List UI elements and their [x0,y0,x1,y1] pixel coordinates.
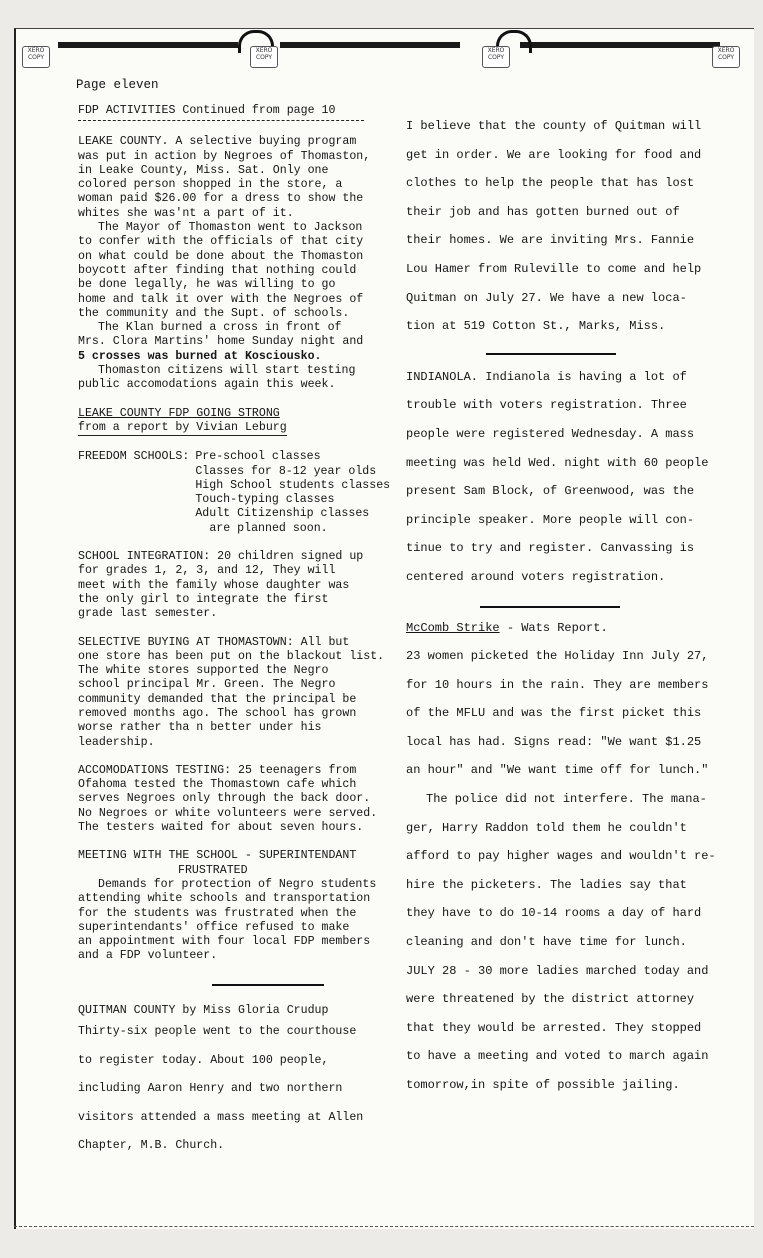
text-line: JULY 28 - 30 more ladies marched today and [406,963,709,978]
leake-strong-source: from a report by Vivian Leburg [78,421,287,436]
list-item: Adult Citizenship classes [195,507,370,521]
text-line: was put in action by Negroes of Thomaston, [78,149,371,163]
section-heading: FDP ACTIVITIES Continued from page 10 [78,104,336,117]
list-item: are planned soon. [209,521,328,535]
text-line: they have to do 10-14 rooms a day of hard [406,906,702,921]
text-line: The police did not interfere. The mana- [426,792,707,807]
text-line: Mrs. Clora Martins' home Sunday night and [78,335,364,349]
text-line: trouble with voters registration. Three [406,398,687,413]
text-line: local has had. Signs read: "We want $1.25 [406,734,702,749]
text-line: Ofahoma tested the Thomastown cafe which [78,778,357,792]
text-line: The testers waited for about seven hours. [78,821,364,835]
text-line: Chapter, M.B. Church. [78,1139,225,1153]
list-item: Pre-school classes [195,450,321,464]
text-line: meet with the family whose daughter was [78,578,350,592]
text-line: visitors attended a mass meeting at Allen [78,1110,364,1124]
text-line: meeting was held Wed. night with 60 people [406,455,709,470]
meeting-paragraph [78,878,396,964]
text-line: principle speaker. More people will con- [406,512,695,527]
mccomb-title: McComb Strike [406,620,500,635]
text-line: No Negroes or white volunteers were served. [78,806,378,820]
text-line: The Klan burned a cross in front of [98,321,342,335]
text-line: school principal Mr. Green. The Negro [78,678,336,692]
text-line: to confer with the officials of that city [78,235,364,249]
text-line: clothes to help the people that has lost [406,176,695,191]
list-item: High School students classes [195,478,391,492]
text-line: their homes. We are inviting Mrs. Fannie [406,233,695,248]
quitman-title: QUITMAN COUNTY by Miss Gloria Crudup [78,1003,329,1017]
text-line: I believe that the county of Quitman will [406,119,702,133]
binder-bar-mid [280,42,460,48]
text-line: on what could be done about the Thomaston [78,249,364,263]
mccomb-paragraph [406,642,722,1100]
text-line: tion at 519 Cotton St., Marks, Miss. [406,319,666,334]
testing-paragraph [78,364,396,393]
text-line: including Aaron Henry and two northern [78,1082,343,1096]
text-line: The white stores supported the Negro [78,664,329,678]
text-line: SELECTIVE BUYING AT THOMASTOWN: All but [78,635,350,649]
left-column [78,104,396,1161]
quitman-continued [406,112,722,341]
text-line: 5 crosses was burned at Kosciousko. [78,349,322,363]
text-line: of the MFLU and was the first picket this [406,706,702,721]
text-line: the community and the Supt. of schools. [78,306,350,320]
text-line: to have a meeting and voted to march again [406,1049,709,1064]
text-line: hire the picketers. The ladies say that [406,877,687,892]
xerox-stamp-4: XERO COPY [712,46,740,68]
page-bottom-edge [14,1226,754,1227]
text-line: in Leake County, Miss. Sat. Only one [78,163,329,177]
buying-paragraph [78,636,396,750]
text-line: home and talk it over with the Negroes of [78,292,364,306]
freedom-schools-list [195,450,390,536]
text-line: Thirty-six people went to the courthouse [78,1025,357,1039]
text-line: public accomodations again this week. [78,378,336,392]
text-line: an hour" and "We want time off for lunch." [406,763,709,778]
text-line: whites she was'nt a part of it. [78,206,294,220]
mayor-paragraph [78,221,396,321]
text-line: ger, Harry Raddon told them he couldn't [406,820,687,835]
integration-paragraph [78,550,396,621]
mccomb-source: - Wats Report. [499,620,608,635]
text-line: attending white schools and transportation [78,892,371,906]
binder-bar-right [520,42,720,48]
text-line: The Mayor of Thomaston went to Jackson [98,221,363,235]
text-line: were threatened by the district attorney [406,992,695,1007]
text-line: ACCOMODATIONS TESTING: 25 teenagers from [78,763,357,777]
text-line: superintendants' office refused to make [78,920,350,934]
freedom-schools-label: FREEDOM SCHOOLS: [78,450,190,464]
text-line: afford to pay higher wages and wouldn't re- [406,849,716,864]
list-item: Touch-typing classes [195,493,335,507]
text-line: grade last semester. [78,607,218,621]
text-line: removed months ago. The school has grown [78,706,357,720]
xerox-stamp-1: XERO COPY [22,46,50,68]
section-divider [486,353,616,355]
text-line: get in order. We are looking for food and [406,147,702,162]
text-line: colored person shopped in the store, a [78,178,343,192]
text-line: that they would be arrested. They stopped [406,1020,702,1035]
text-line: present Sam Block, of Greenwood, was the [406,484,695,499]
mccomb-heading [406,614,722,643]
text-line: an appointment with four local FDP members [78,935,371,949]
section-divider [480,606,620,608]
text-line: leadership. [78,735,155,749]
leake-strong-title: LEAKE COUNTY FDP GOING STRONG [78,406,280,420]
text-line: to register today. About 100 people, [78,1053,329,1067]
text-line: Lou Hamer from Ruleville to come and help [406,261,702,276]
text-line: for 10 hours in the rain. They are members [406,677,709,692]
freedom-schools [78,450,396,536]
xerox-stamp-2: XERO COPY [250,46,278,68]
text-line: tinue to try and register. Canvassing is [406,541,695,556]
text-line: Thomaston citizens will start testing [98,364,356,378]
text-line: LEAKE COUNTY. A selective buying program [78,135,357,149]
text-line: Demands for protection of Negro students [98,877,377,891]
text-line: 23 women picketed the Holiday Inn July 27, [406,649,709,664]
text-line: SCHOOL INTEGRATION: 20 children signed up [78,550,364,564]
text-line: and a FDP volunteer. [78,949,218,963]
text-line: for grades 1, 2, 3, and 12, They will [78,564,336,578]
text-line: people were registered Wednesday. A mass [406,426,695,441]
accom-paragraph [78,764,396,835]
text-line: the only girl to integrate the first [78,592,329,606]
text-line: community demanded that the principal be [78,692,357,706]
right-column [406,112,722,1100]
text-line: for the students was frustrated when the [78,906,357,920]
text-line: one store has been put on the blackout list. [78,649,385,663]
binder-bar-left [58,42,238,48]
meeting-subtitle: FRUSTRATED [178,863,248,877]
page-number: Page eleven [76,78,159,92]
meeting-title: MEETING WITH THE SCHOOL - SUPERINTENDANT [78,849,357,863]
text-line: worse rather tha n better under his [78,721,322,735]
text-line: their job and has gotten burned out of [406,204,680,219]
text-line: cleaning and don't have time for lunch. [406,935,687,950]
text-line: be done legally, he was willing to go [78,278,336,292]
quitman-paragraph [78,1018,396,1161]
text-line: Quitman on July 27. We have a new loca- [406,290,687,305]
xerox-stamp-3: XERO COPY [482,46,510,68]
leake-paragraph [78,135,396,221]
klan-paragraph [78,321,396,364]
text-line: tomorrow,in spite of possible jailing. [406,1078,680,1092]
text-line: woman paid $26.00 for a dress to show the [78,192,364,206]
text-line: centered around voters registration. [406,569,666,584]
indianola-paragraph [406,363,722,592]
text-line: boycott after finding that nothing could [78,263,357,277]
text-line: INDIANOLA. Indianola is having a lot of [406,369,687,384]
list-item: Classes for 8-12 year olds [195,464,377,478]
text-line: serves Negroes only through the back door. [78,792,371,806]
